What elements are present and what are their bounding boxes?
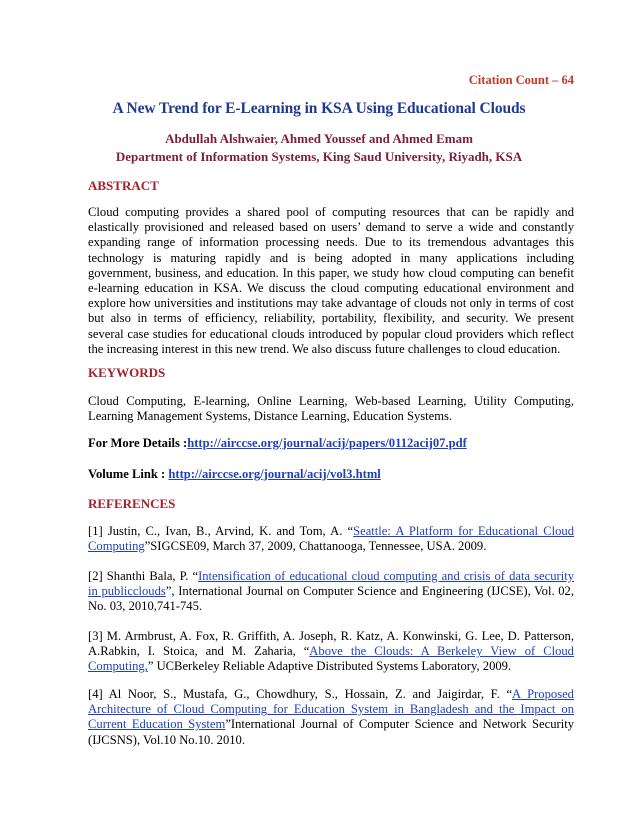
- abstract-line: technology is maturing rapidly and is being adopted in many applications including: [88, 250, 574, 265]
- abstract-line: Cloud computing provides a shared pool of computing resources that can be rapidly and: [88, 205, 574, 219]
- paper-affiliation: Department of Information Systems, King Saud University, Riyadh, KSA: [115, 149, 523, 164]
- keywords-line: Learning Management Systems, Distance Learning, Education Systems.: [88, 409, 453, 424]
- reference-4: [88, 687, 574, 748]
- citation-count: Citation Count – 64: [468, 73, 574, 87]
- ref-link[interactable]: in publicclouds: [88, 584, 166, 599]
- reference-3: [88, 629, 574, 675]
- more-details-link[interactable]: http://airccse.org/journal/acij/papers/0112acij07.pdf: [187, 436, 467, 450]
- ref-link[interactable]: Intensification of educational cloud computing and crisis of data security: [198, 569, 574, 583]
- ref-link[interactable]: Computing,: [88, 659, 148, 674]
- ref-text: ”SIGCSE09, March 37, 2009, Chattanooga, Tennessee, USA. 2009.: [144, 539, 487, 554]
- references-heading: REFERENCES: [88, 496, 176, 511]
- abstract-line: e-learning education in KSA. We discuss the cloud computing educational environment and: [88, 280, 574, 295]
- reference-2: [88, 569, 574, 615]
- ref-link[interactable]: Above the Clouds: A Berkeley View of Cloud: [309, 644, 574, 659]
- ref-text: No. 03, 2010,741-745.: [88, 599, 203, 614]
- ref-text: [4] Al Noor, S., Mustafa, G., Chowdhury, S., Hossain, Z. and Jaigirdar, F. “: [88, 687, 513, 701]
- ref-text: ”International Journal of Computer Science and Network Security: [225, 717, 574, 732]
- keywords-line: Cloud Computing, E-learning, Online Learning, Web-based Learning, Utility Computing,: [88, 394, 574, 408]
- volume-link: [88, 467, 381, 482]
- abstract-line: expanding range of information processing needs. Due to its tremendous advantages this: [88, 235, 574, 250]
- ref-text: (IJCSNS), Vol.10 No.10. 2010.: [88, 732, 245, 747]
- more-details: [88, 436, 467, 451]
- ref-link[interactable]: A Proposed: [512, 687, 574, 701]
- more-details-label: For More Details :: [88, 436, 188, 450]
- ref-link[interactable]: Computing: [88, 539, 145, 554]
- ref-text: ”, International Journal on Computer Science and Engineering (IJCSE), Vol. 02,: [165, 584, 574, 599]
- abstract-line: several case studies for educational clouds introduced by popular cloud providers which reflect: [88, 326, 574, 341]
- ref-text: ” UCBerkeley Reliable Adaptive Distributed Systems Laboratory, 2009.: [147, 659, 512, 674]
- paper-authors: Abdullah Alshwaier, Ahmed Youssef and Ahmed Emam: [165, 131, 473, 146]
- ref-link[interactable]: Current Education System: [88, 717, 226, 732]
- ref-text: [1] Justin, C., Ivan, B., Arvind, K. and Tom, A. “: [88, 524, 354, 538]
- ref-text: A.Rabkin, I. Stoica, and M. Zaharia, “: [88, 644, 310, 659]
- paper-title: A New Trend for E-Learning in KSA Using Educational Clouds: [112, 100, 526, 117]
- ref-text: [2] Shanthi Bala, P. “: [88, 569, 199, 583]
- reference-1: [88, 524, 574, 554]
- abstract-line: elastically provisioned and released based on users’ demand to serve a wide and constantly: [88, 220, 574, 235]
- abstract-line: explore how universities and institutions may take advantage of clouds not only in terms of cost: [88, 296, 574, 311]
- keywords-heading: KEYWORDS: [88, 365, 166, 380]
- abstract-line: the increasing interest in this new trend. We also discuss future challenges to cloud education.: [88, 341, 561, 356]
- volume-link-url[interactable]: http://airccse.org/journal/acij/vol3.html: [168, 467, 381, 481]
- abstract-line: government, business, and education. In this paper, we study how cloud computing can benefit: [88, 265, 574, 280]
- ref-link[interactable]: Seattle: A Platform for Educational Cloud: [353, 524, 574, 538]
- abstract-body: [88, 205, 574, 357]
- volume-link-label: Volume Link :: [88, 467, 169, 481]
- abstract-line: but also in terms of efficiency, reliability, portability, flexibility, and security. We present: [88, 311, 574, 326]
- abstract-heading: ABSTRACT: [88, 178, 159, 193]
- ref-text: [3] M. Armbrust, A. Fox, R. Griffith, A. Joseph, R. Katz, A. Konwinski, G. Lee, D. Patterson,: [88, 629, 574, 643]
- keywords-body: [88, 394, 574, 424]
- ref-link[interactable]: Architecture of Cloud Computing for Education System in Bangladesh and the Impact on: [88, 702, 574, 717]
